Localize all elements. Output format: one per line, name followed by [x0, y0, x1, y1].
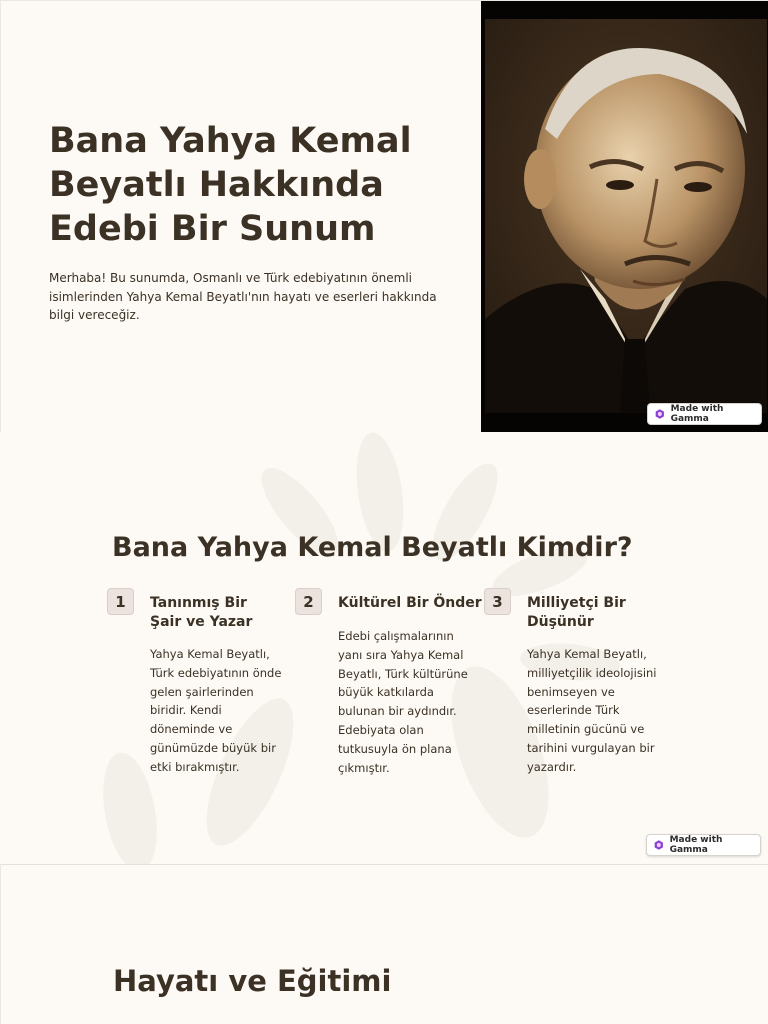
number-badge: 3: [484, 588, 511, 615]
feature-title: Milliyetçi Bir Düşünür: [527, 595, 626, 630]
slide-2-title: Bana Yahya Kemal Beyatlı Kimdir?: [112, 532, 633, 563]
slide-life-education: [0, 864, 768, 1024]
portrait-image: [481, 1, 768, 432]
gamma-logo-icon: [654, 840, 664, 850]
slide-3-title: Hayatı ve Eğitimi: [113, 964, 392, 998]
slide-1-intro: Merhaba! Bu sunumda, Osmanlı ve Türk edebiyatının önemli isimlerinden Yahya Kemal Beyatlı'nın hayatı ve eserleri hakkında bilgi vereceğiz.: [49, 271, 437, 322]
number-badge: 2: [295, 588, 322, 615]
feature-title: Kültürel Bir Önder: [338, 595, 482, 611]
feature-body: Yahya Kemal Beyatlı, milliyetçilik ideolojisini benimseyen ve eserlerinde Türk milletinin gücünü ve tarihini vurgulayan bir yazardır.: [527, 647, 657, 774]
gamma-badge-label: Made with Gamma: [670, 404, 724, 424]
slide-1-title: Bana Yahya Kemal Beyatlı Hakkında Edebi Bir Sunum: [49, 121, 412, 249]
feature-body: Yahya Kemal Beyatlı, Türk edebiyatının önde gelen şairlerinden biridir. Kendi döneminde ve günümüzde büyük bir etki bırakmıştır.: [150, 647, 282, 774]
feature-body: Edebi çalışmalarının yanı sıra Yahya Kemal Beyatlı, Türk kültürüne büyük katkılarda bulunan bir aydındır. Edebiyata olan tutkusuyla ön plana çıkmıştır.: [338, 629, 468, 775]
gamma-logo-icon: [655, 409, 665, 419]
gamma-badge-label: Made with Gamma: [669, 835, 723, 855]
feature-title: Tanınmış Bir Şair ve Yazar: [150, 595, 253, 630]
slide-title: [0, 0, 768, 432]
number-badge: 1: [107, 588, 134, 615]
made-with-gamma-badge[interactable]: [646, 834, 761, 856]
made-with-gamma-badge[interactable]: [647, 403, 762, 425]
slide-who-is: [0, 432, 768, 864]
